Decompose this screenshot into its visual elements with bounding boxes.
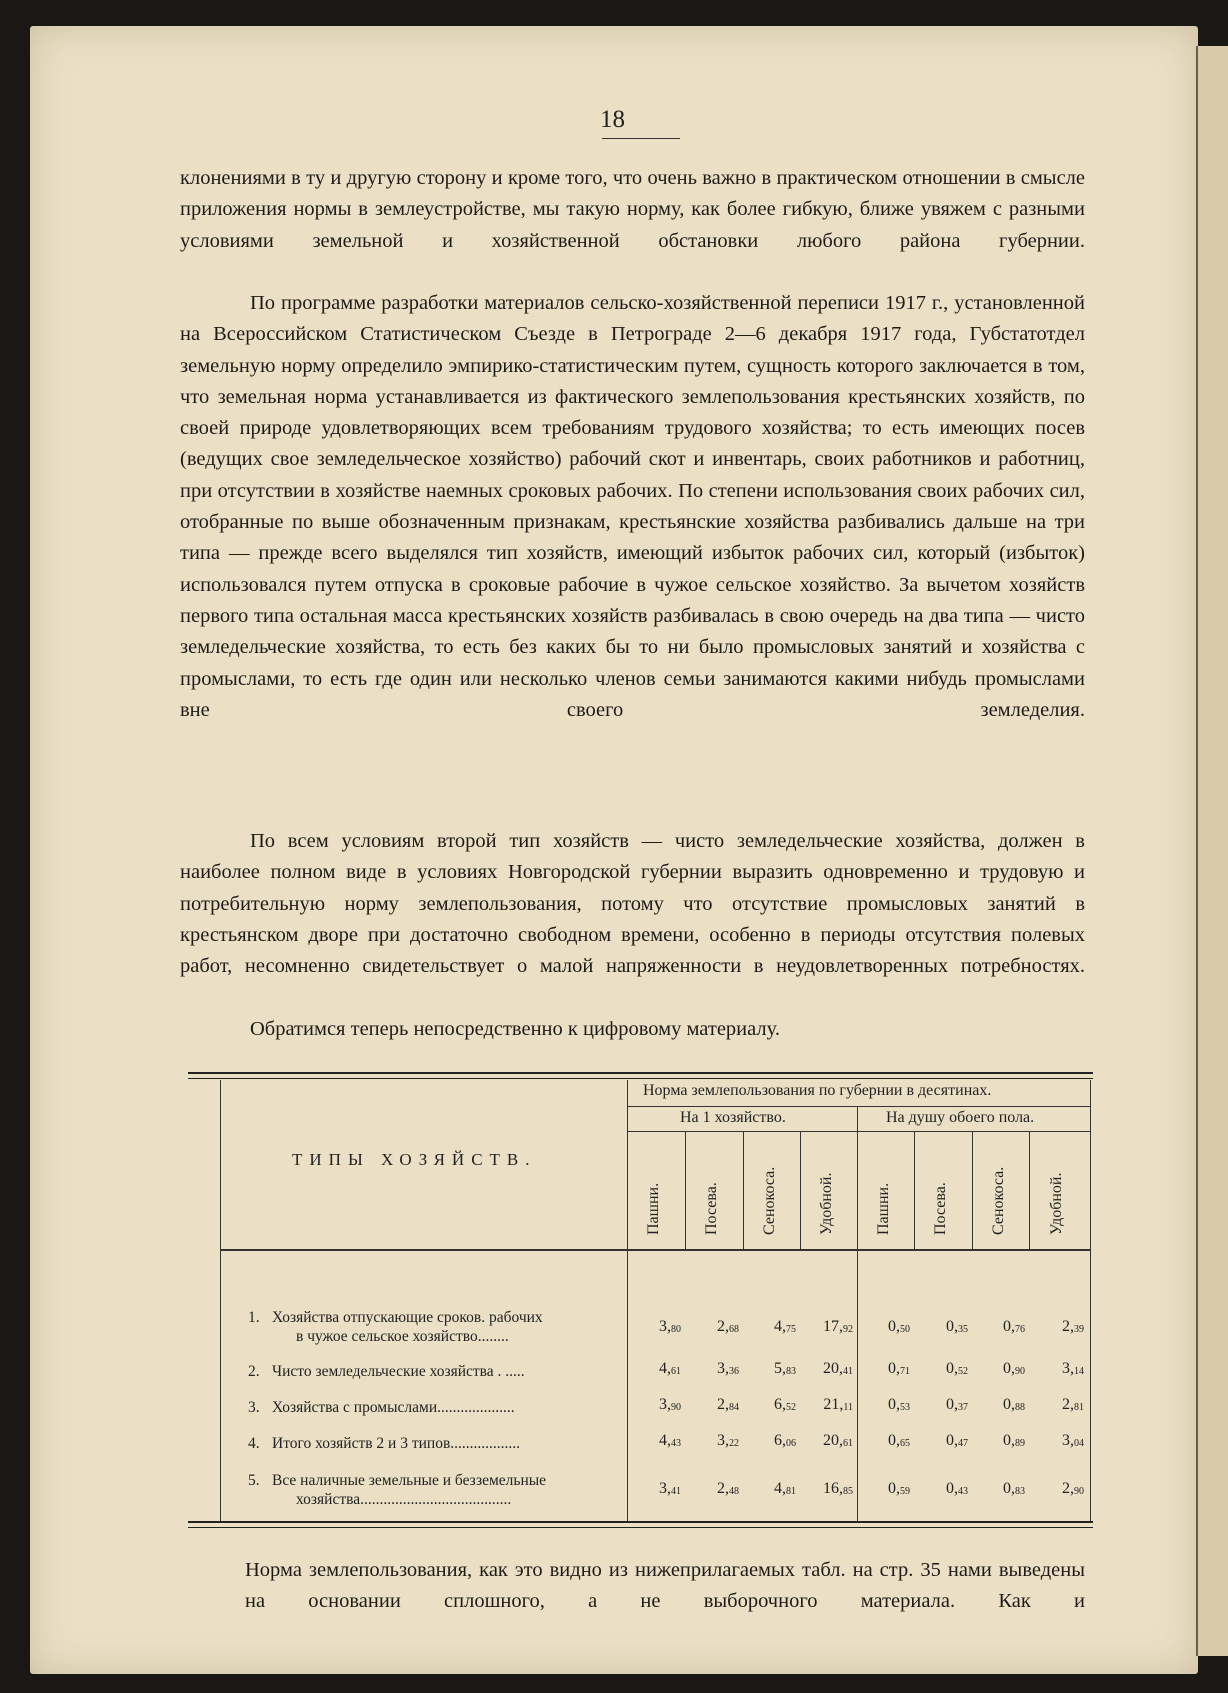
table-cell: $20,_{41}$ — [823, 1360, 853, 1377]
types-header: ТИПЫ ХОЗЯЙСТВ. — [292, 1150, 537, 1169]
table-cell: $16,_{85}$ — [823, 1480, 853, 1497]
table-cell: $4,_{43}$ — [659, 1432, 681, 1449]
table-row: 4. Итого хозяйств 2 и 3 типов.................. — [248, 1435, 521, 1452]
table-row: 3. Хозяйства с промыслами.................... — [248, 1399, 515, 1416]
col-header-3: Сенокоса. — [761, 1166, 778, 1235]
table-cell: $0,_{53}$ — [888, 1396, 910, 1413]
table-row: 5. Все наличные земельные и безземельные хозяйства....................................... — [248, 1472, 547, 1508]
table-cell: $0,_{88}$ — [1003, 1396, 1025, 1413]
table-cell: $4,_{75}$ — [774, 1318, 796, 1335]
col-header-1: Пашни. — [645, 1182, 662, 1235]
table-cell: $0,_{47}$ — [946, 1432, 968, 1449]
group-header: Норма землепользования по губернии в десятинах. — [643, 1082, 992, 1099]
table-cell: $2,_{84}$ — [717, 1396, 739, 1413]
col-header-6: Посева. — [932, 1182, 949, 1235]
table-cell: $2,_{48}$ — [717, 1480, 739, 1497]
table-cell: $3,_{90}$ — [659, 1396, 681, 1413]
table-cell: $0,_{35}$ — [946, 1318, 968, 1335]
table-cell: $2,_{81}$ — [1062, 1396, 1084, 1413]
table-cell: $20,_{61}$ — [823, 1432, 853, 1449]
table-cell: $2,_{39}$ — [1062, 1318, 1084, 1335]
paragraph-1: клонениями в ту и другую сторону и кроме того, что очень важно в практическом отношении в смысле приложения нормы в землеустройстве, мы такую норму, как более гибкую, ближе увяжем с разными условиями земельной и хозяйственной обстановки любого района губернии. — [180, 167, 1085, 252]
table-cell: $0,_{89}$ — [1003, 1432, 1025, 1449]
table-cell: $0,_{83}$ — [1003, 1480, 1025, 1497]
table-cell: $2,_{90}$ — [1062, 1480, 1084, 1497]
page-number-rule — [602, 138, 680, 139]
table-cell: $3,_{22}$ — [717, 1432, 739, 1449]
table-cell: $0,_{43}$ — [946, 1480, 968, 1497]
table-cell: $5,_{83}$ — [774, 1360, 796, 1377]
table-cell: $3,_{80}$ — [659, 1318, 681, 1335]
table-cell: $21,_{11}$ — [823, 1396, 853, 1413]
col-header-5: Пашни. — [875, 1182, 892, 1235]
col-header-4: Удобной. — [818, 1172, 835, 1235]
col-header-2: Посева. — [703, 1182, 720, 1235]
table-cell: $17,_{92}$ — [823, 1318, 853, 1335]
paragraph-2: По программе разработки материалов сельско-хозяйственной переписи 1917 г., установленной на Всероссийском Статистическом Съезде в Петрограде 2—6 декабря 1917 года, Губстатотдел земельную норму определило эмпирико-статистическим путем, сущность которого заключается в том, что земельная норма устанавливается из фактического землепользования крестьянских хозяйств, по своей природе удовлетворяющих всем требованиям трудового хозяйства; то есть имеющих посев (ведущих свое земледельческое хозяйство) рабочий скот и инвентарь, своих работников и работниц, при отсутствии в хозяйстве наемных сроковых рабочих. По степени использования своих рабочих сил, отобранные по выше обозначенным признакам, крестьянские хозяйства разбивались дальше на три типа — прежде всего выделялся тип хозяйств, имеющий избыток рабочих сил, который (избыток) использовался путем отпуска в сроковые рабочие в чужое сельское хозяйство. За вычетом хозяйств первого типа остальная масса крестьянских хозяйств разбивалась в свою очередь на два типа — чисто земледельческие хозяйства, то есть без каких бы то ни было промысловых занятий и хозяйства с промыслами, то есть где один или несколько членов семьи занимаются какими нибудь промыслами вне своего земледелия. — [180, 292, 1085, 721]
table-cell: $0,_{71}$ — [888, 1360, 910, 1377]
next-page-edge — [1196, 46, 1228, 1656]
table-cell: $0,_{50}$ — [888, 1318, 910, 1335]
paragraph-4: Обратимся теперь непосредственно к цифровому материалу. — [250, 1018, 780, 1040]
table-cell: $3,_{41}$ — [659, 1480, 681, 1497]
table-cell: $2,_{68}$ — [717, 1318, 739, 1335]
table-cell: $0,_{59}$ — [888, 1480, 910, 1497]
col-header-8: Удобной. — [1048, 1172, 1065, 1235]
table-cell: $0,_{37}$ — [946, 1396, 968, 1413]
table-cell: $3,_{04}$ — [1062, 1432, 1084, 1449]
col-header-7: Сенокоса. — [990, 1166, 1007, 1235]
table-bottom-rule — [188, 1521, 1093, 1528]
page-number: 18 — [600, 106, 625, 133]
table-cell: $3,_{14}$ — [1062, 1360, 1084, 1377]
table-cell: $6,_{52}$ — [774, 1396, 796, 1413]
subgroup-per-household: На 1 хозяйство. — [680, 1109, 786, 1126]
table-cell: $4,_{61}$ — [659, 1360, 681, 1377]
bottom-paragraph: Норма землепользования, как это видно из нижеприлагаемых табл. на стр. 35 нами выведены на основании сплошного, а не выборочного материала. Как и — [245, 1559, 1085, 1613]
table-top-rule — [188, 1072, 1093, 1079]
table-cell: $3,_{36}$ — [717, 1360, 739, 1377]
subgroup-per-capita: На душу обоего пола. — [886, 1109, 1035, 1126]
table-row: 2. Чисто земледельческие хозяйства . ..... — [248, 1363, 525, 1380]
table-cell: $0,_{65}$ — [888, 1432, 910, 1449]
table-cell: $4,_{81}$ — [774, 1480, 796, 1497]
table-cell: $6,_{06}$ — [774, 1432, 796, 1449]
paragraph-3: По всем условиям второй тип хозяйств — чисто земледельческие хозяйства, должен в наиболее полном виде в условиях Новгородской губернии выразить одновременно и трудовую и потребительную норму землепользования, потому что отсутствие промысловых занятий в крестьянском дворе при достаточно свободном времени, особенно в периоды отсутствия полевых работ, несомненно свидетельствует о малой напряженности в неудовлетворенных потребностях. — [180, 830, 1085, 978]
table-cell: $0,_{76}$ — [1003, 1318, 1025, 1335]
table-row: 1. Хозяйства отпускающие сроков. рабочих в чужое сельское хозяйство........ — [248, 1309, 543, 1345]
table-cell: $0,_{52}$ — [946, 1360, 968, 1377]
table-cell: $0,_{90}$ — [1003, 1360, 1025, 1377]
